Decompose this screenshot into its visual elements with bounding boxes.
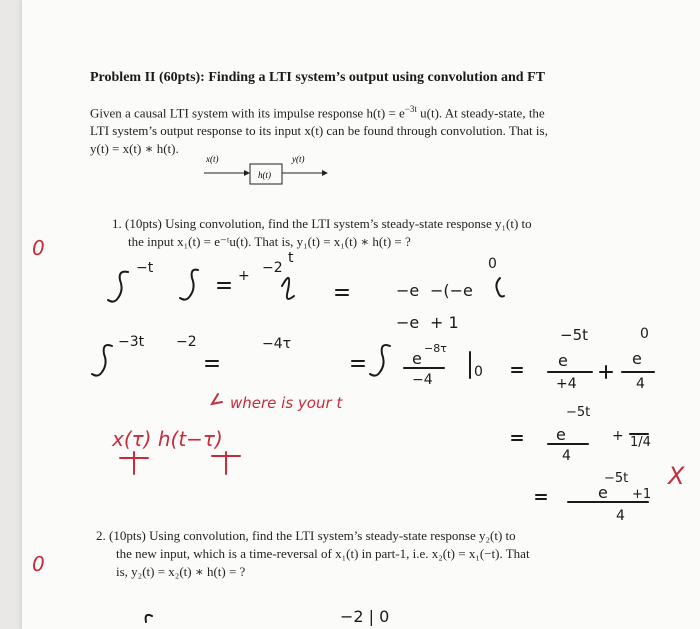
q1-line-2: the input x₁(t) = e⁻ᵗu(t). That is, y₁(t) = x₁(t) ∗ h(t) = ? [128,234,411,249]
block-label: h(t) [258,170,271,180]
d-stroke [282,278,294,299]
svg-text:+1: +1 [632,487,652,502]
equals-sign-4 [352,361,364,366]
integral-sign-4 [370,345,390,376]
intro-line-2: LTI system’s output response to its input x(t) can be found through convolution. That is, [90,123,548,139]
svg-text:4: 4 [562,448,571,464]
output-label: y(t) [292,154,305,164]
svg-text:−2: −2 [262,260,283,276]
q2-line-3: is, y₂(t) = x₂(t) ∗ h(t) = ? [116,564,246,579]
problem-title: Problem II (60pts): Finding a LTI system’s output using convolution and FT [90,70,545,85]
paren-close [496,278,504,297]
svg-text:1/4: 1/4 [630,435,651,450]
equals-sign-3 [206,361,218,366]
grader-comment: where is your t [230,394,343,412]
svg-text:e: e [632,349,642,368]
svg-text:0: 0 [640,326,649,342]
grader-hint: x(τ) h(t−τ) [112,427,223,451]
equals-sign-5 [512,368,522,372]
svg-text:+: + [238,268,250,284]
svg-text:e: e [558,351,568,370]
svg-text:−(−e: −(−e [430,281,473,300]
equals-sign-7 [536,495,546,499]
svg-text:+: + [612,428,624,444]
svg-text:t: t [288,250,294,266]
svg-text:−8τ: −8τ [424,342,447,355]
svg-text:−5t: −5t [604,471,629,486]
svg-text:e: e [412,349,422,368]
svg-text:−2 | 0: −2 | 0 [340,607,390,626]
equals-sign-6 [512,436,522,440]
intro-line-3: y(t) = x(t) ∗ h(t). [90,141,179,157]
wrong-mark: X [668,462,685,490]
svg-text:−5t: −5t [560,326,588,344]
plus-sign-1 [600,366,612,378]
score-q2: 0 [32,552,45,576]
integral-sign-3 [92,345,112,376]
svg-text:−4: −4 [412,372,433,388]
svg-text:0: 0 [488,256,497,272]
svg-text:−2: −2 [176,334,197,350]
q2-line-2: the new input, which is a time-reversal of x₁(t) in part-1, i.e. x₂(t) = x₁(−t). That [116,546,530,561]
svg-text:−e: −e [396,313,420,332]
grader-marks [111,394,685,490]
svg-text:4: 4 [616,508,625,524]
q2-line-1: 2. (10pts) Using convolution, find the LTI system’s steady-state response y₂(t) to [96,528,516,543]
svg-text:4: 4 [636,376,645,392]
equals-sign-2 [336,290,348,295]
svg-text:−5t: −5t [566,405,591,420]
integral-sign-2 [180,270,198,300]
svg-text:0: 0 [474,364,483,380]
integral-sign-1 [108,272,128,302]
svg-text:−e: −e [396,281,420,300]
intro-line-1: Given a causal LTI system with its impulse response $h(t) = e^{-3t}$ u(t). At steady-state, the [90,104,545,121]
svg-text:−3t: −3t [118,334,145,350]
q2-integral-sign [146,615,152,622]
svg-text:−4τ: −4τ [262,336,292,352]
hint-underline-2 [212,452,240,474]
svg-text:e: e [556,425,566,444]
q1-line-1: 1. (10pts) Using convolution, find the LTI system’s steady-state response y₁(t) to [112,216,532,231]
equals-sign-1 [218,283,230,288]
comment-arrow [212,394,222,404]
svg-text:e: e [598,483,608,502]
score-q1: 0 [32,236,45,260]
svg-text:−t: −t [136,260,154,276]
hint-underline-1 [120,452,148,474]
svg-text:+4: +4 [556,376,577,392]
svg-text:+ 1: + 1 [430,313,459,332]
input-label: x(t) [206,154,219,164]
